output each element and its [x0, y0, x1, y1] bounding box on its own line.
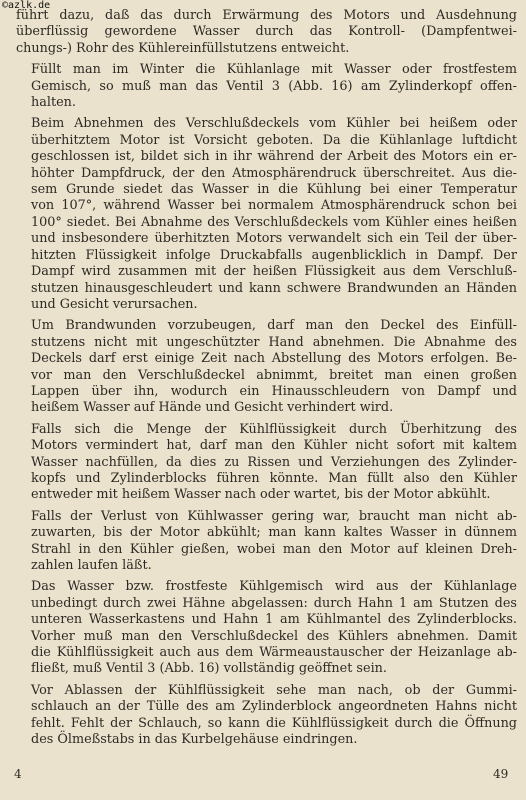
body-text	[16, 8, 517, 753]
text-line: zuwarten, bis der Motor abkühlt; man kann kaltes Wasser in dünnem	[31, 525, 517, 541]
text-line: Dampf wird zusammen mit der heißen Flüssigkeit aus dem Verschluß-	[31, 264, 517, 280]
text-line: Beim Abnehmen des Verschlußdeckels vom Kühler bei heißem oder	[31, 116, 517, 132]
paragraph	[16, 62, 517, 111]
text-line: Strahl in den Kühler gießen, wobei man den Motor auf kleinen Dreh-	[31, 541, 517, 557]
paragraph	[16, 8, 517, 57]
text-line: Das Wasser bzw. frostfeste Kühlgemisch wird aus der Kühlanlage	[31, 579, 517, 595]
paragraph	[16, 509, 517, 575]
paragraph	[16, 579, 517, 677]
text-line: überflüssig gewordene Wasser durch das Kontroll- (Dampfentwei-	[16, 24, 517, 40]
text-line: stutzens nicht mit ungeschützter Hand abnehmen. Die Abnahme des	[31, 334, 517, 350]
text-line: entweder mit heißem Wasser nach oder wartet, bis der Motor abkühlt.	[31, 487, 491, 503]
paragraph	[16, 683, 517, 749]
text-line: Falls sich die Menge der Kühlflüssigkeit durch Überhitzung des	[31, 421, 517, 437]
text-line: heißem Wasser auf Hände und Gesicht verhindert wird.	[31, 400, 394, 416]
text-line: vor man den Verschlußdeckel abnimmt, breitet man einen großen	[31, 367, 517, 383]
text-line: sem Grunde siedet das Wasser in die Kühlung bei einer Temperatur	[31, 182, 517, 198]
text-line: unbedingt durch zwei Hähne abgelassen: durch Hahn 1 am Stutzen des	[31, 595, 517, 611]
text-line: von 107°, während Wasser bei normalem Atmosphärendruck schon bei	[31, 198, 517, 214]
text-line: fehlt. Fehlt der Schlauch, so kann die Kühlflüssigkeit durch die Öffnung	[31, 715, 517, 731]
text-line: Gemisch, so muß man das Ventil 3 (Abb. 16) am Zylinderkopf offen-	[31, 78, 517, 94]
text-line: und insbesondere überhitzten Motors verwandelt sich ein Teil der über-	[31, 231, 517, 247]
text-line: kopfs und Zylinderblocks führen könnte. Man füllt also den Kühler	[31, 470, 517, 486]
text-line: Um Brandwunden vorzubeugen, darf man den Deckel des Einfüll-	[31, 318, 517, 334]
text-line: führt dazu, daß das durch Erwärmung des Motors und Ausdehnung	[16, 8, 517, 23]
text-line: 100° siedet. Bei Abnahme des Verschlußdeckels vom Kühler eines heißen	[31, 214, 517, 230]
page-number: 49	[493, 767, 509, 781]
text-line: Lappen über ihn, wodurch ein Hinausschleudern von Dampf und	[31, 383, 517, 399]
text-line: Falls der Verlust von Kühlwasser gering war, braucht man nicht ab-	[31, 508, 517, 524]
watermark: ©azlk.de	[2, 0, 51, 11]
text-line: zahlen laufen läßt.	[31, 558, 152, 573]
text-line: schlauch an der Tülle des am Zylinderblock angeordneten Hahns nicht	[31, 699, 517, 715]
text-line: halten.	[31, 95, 76, 111]
text-line: des Ölmeßstabs in das Kurbelgehäuse eindringen.	[31, 732, 358, 748]
text-line: Motors vermindert hat, darf man den Kühler nicht sofort mit kaltem	[31, 438, 517, 454]
text-line: Vorher muß man den Verschlußdeckel des Kühlers abnehmen. Damit	[31, 628, 517, 644]
text-line: fließt, muß Ventil 3 (Abb. 16) vollständig geöffnet sein.	[31, 661, 387, 677]
text-line: chungs-) Rohr des Kühlereinfüllstutzens entweicht.	[16, 40, 350, 56]
text-line: Vor Ablassen der Kühlflüssigkeit sehe man nach, ob der Gummi-	[31, 682, 517, 698]
text-line: unteren Wasserkastens und Hahn 1 am Kühlmantel des Zylinderblocks.	[31, 612, 517, 628]
text-line: überhitztem Motor ist Vorsicht geboten. Da die Kühlanlage luftdicht	[31, 132, 517, 148]
text-line: und Gesicht verursachen.	[31, 296, 198, 312]
paragraph	[16, 116, 517, 313]
text-line: stutzen hinausgeschleudert und kann schwere Brandwunden an Händen	[31, 280, 517, 296]
text-line: Wasser nachfüllen, da dies zu Rissen und Verziehungen des Zylinder-	[31, 454, 517, 470]
signature-mark: 4	[14, 767, 22, 781]
text-line: hitzten Flüssigkeit infolge Druckabfalls augenblicklich in Dampf. Der	[31, 247, 517, 263]
text-line: höhter Dampfdruck, der den Atmosphärendruck überschreitet. Aus die-	[31, 165, 517, 181]
paragraph	[16, 318, 517, 416]
text-line: Füllt man im Winter die Kühlanlage mit Wasser oder frostfestem	[31, 62, 517, 78]
text-line: die Kühlflüssigkeit auch aus dem Wärmeaustauscher der Heizanlage ab-	[31, 645, 517, 661]
text-line: geschlossen ist, bildet sich in ihr während der Arbeit des Motors ein er-	[31, 149, 517, 165]
text-line: Deckels darf erst einige Zeit nach Abstellung des Motors erfolgen. Be-	[31, 351, 517, 367]
paragraph	[16, 422, 517, 504]
